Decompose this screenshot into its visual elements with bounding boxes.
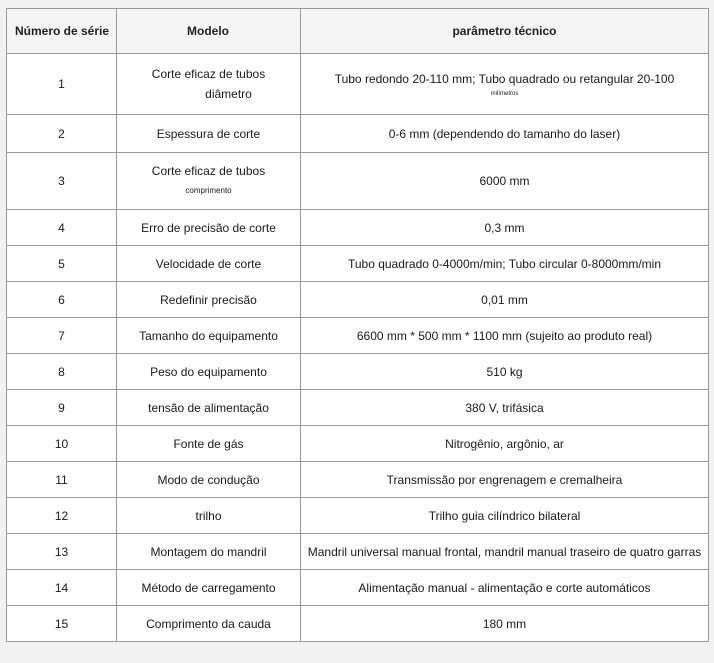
param-text: 6000 mm <box>301 153 709 210</box>
header-model: Modelo <box>117 9 301 54</box>
spec-table-container <box>6 8 708 642</box>
serial-number: 4 <box>7 210 117 246</box>
model-text-cont: diâmetro <box>205 87 252 101</box>
model-text: Corte eficaz de tubos <box>151 164 266 178</box>
model-text: Velocidade de corte <box>117 246 301 282</box>
serial-number: 7 <box>7 318 117 354</box>
param-cell <box>301 54 709 115</box>
param-text: Nitrogênio, argônio, ar <box>301 426 709 462</box>
model-text-cont: comprimento <box>185 186 232 195</box>
table-row <box>7 318 709 354</box>
serial-number: 11 <box>7 462 117 498</box>
serial-number: 12 <box>7 498 117 534</box>
model-text: Peso do equipamento <box>117 354 301 390</box>
table-row <box>7 246 709 282</box>
param-text: 380 V, trifásica <box>301 390 709 426</box>
model-text: Erro de precisão de corte <box>117 210 301 246</box>
param-text: 180 mm <box>301 606 709 642</box>
table-row <box>7 462 709 498</box>
param-text: Tubo redondo 20-110 mm; Tubo quadrado ou retangular 20-100 <box>334 72 675 86</box>
serial-number: 8 <box>7 354 117 390</box>
serial-number: 15 <box>7 606 117 642</box>
model-text: Montagem do mandril <box>117 534 301 570</box>
table-row <box>7 426 709 462</box>
model-text: Corte eficaz de tubos <box>151 67 266 81</box>
serial-number: 3 <box>7 153 117 210</box>
table-row <box>7 54 709 115</box>
param-unit-text: milímetros <box>490 91 519 97</box>
table-row <box>7 354 709 390</box>
param-text: Trilho guia cilíndrico bilateral <box>301 498 709 534</box>
model-text: Redefinir precisão <box>117 282 301 318</box>
model-text: Tamanho do equipamento <box>117 318 301 354</box>
header-technical-parameter: parâmetro técnico <box>301 9 709 54</box>
serial-number: 5 <box>7 246 117 282</box>
model-text: Espessura de corte <box>117 115 301 153</box>
model-text: Comprimento da cauda <box>117 606 301 642</box>
param-text: 0,3 mm <box>301 210 709 246</box>
param-text: 510 kg <box>301 354 709 390</box>
param-text: 0-6 mm (dependendo do tamanho do laser) <box>301 115 709 153</box>
serial-number: 13 <box>7 534 117 570</box>
param-text: 6600 mm * 500 mm * 1100 mm (sujeito ao produto real) <box>301 318 709 354</box>
table-row <box>7 282 709 318</box>
table-row <box>7 498 709 534</box>
header-serial-number: Número de série <box>7 9 117 54</box>
param-text: Transmissão por engrenagem e cremalheira <box>301 462 709 498</box>
serial-number: 1 <box>7 54 117 115</box>
model-text: Fonte de gás <box>117 426 301 462</box>
model-cell <box>117 153 301 210</box>
model-text: tensão de alimentação <box>117 390 301 426</box>
model-text: Modo de condução <box>117 462 301 498</box>
param-text: Alimentação manual - alimentação e corte automáticos <box>301 570 709 606</box>
technical-spec-table <box>6 8 709 642</box>
serial-number: 9 <box>7 390 117 426</box>
table-row <box>7 115 709 153</box>
serial-number: 14 <box>7 570 117 606</box>
param-text: 0,01 mm <box>301 282 709 318</box>
table-row <box>7 534 709 570</box>
table-row <box>7 153 709 210</box>
table-row <box>7 606 709 642</box>
model-text: Método de carregamento <box>117 570 301 606</box>
table-row <box>7 390 709 426</box>
serial-number: 2 <box>7 115 117 153</box>
param-text: Mandril universal manual frontal, mandril manual traseiro de quatro garras <box>301 534 709 570</box>
model-text: trilho <box>117 498 301 534</box>
table-row <box>7 210 709 246</box>
serial-number: 10 <box>7 426 117 462</box>
model-cell <box>117 54 301 115</box>
param-text: Tubo quadrado 0-4000m/min; Tubo circular 0-8000mm/min <box>301 246 709 282</box>
table-row <box>7 570 709 606</box>
table-header-row <box>7 9 709 54</box>
serial-number: 6 <box>7 282 117 318</box>
